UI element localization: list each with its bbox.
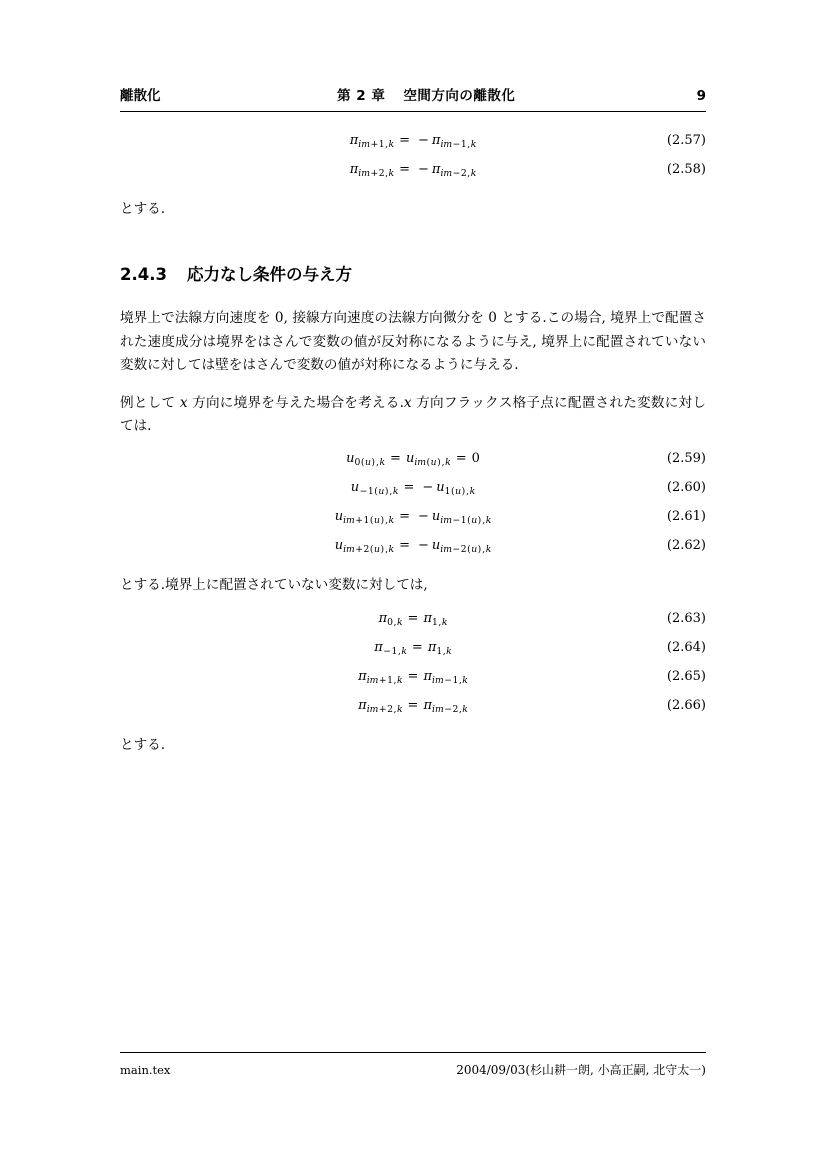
equation-group-u [120, 444, 706, 560]
equation-number: (2.65) [666, 668, 706, 684]
equation-2-61 [120, 502, 706, 531]
equation-2-61-body: $u_{im+1(u),k}$ = − $u_{im-1(u),k}$ [334, 509, 492, 527]
equation-number: (2.57) [666, 133, 706, 148]
equation-number: (2.64) [666, 639, 706, 655]
equation-2-60 [120, 473, 706, 502]
equation-number: (2.63) [666, 610, 706, 626]
paragraph-2 [120, 392, 706, 439]
footer-filename: main.tex [120, 1063, 171, 1077]
paragraph-tosuru-2: とする. [120, 736, 166, 753]
equation-group-pi [120, 604, 706, 720]
section-heading [120, 261, 706, 285]
equation-2-64-body: $\pi_{-1,k} = \pi_{1,k}$ [374, 639, 452, 657]
equation-number: (2.66) [666, 697, 706, 713]
equation-number: (2.58) [666, 162, 706, 177]
equation-2-63-body: $\pi_{0,k} = \pi_{1,k}$ [378, 610, 448, 628]
equation-number: (2.59) [666, 451, 706, 467]
equation-2-60-body: $u_{-1(u),k}$ = − $u_{1(u),k}$ [350, 480, 476, 498]
equation-number: (2.60) [666, 480, 706, 496]
running-header-left: 離散化 [120, 88, 161, 104]
equation-number: (2.62) [666, 538, 706, 554]
equation-2-58 [120, 155, 706, 184]
running-header-chapter-title: 空間方向の離散化 [403, 88, 516, 104]
running-header [120, 84, 706, 112]
paragraph-1: 境界上で法線方向速度を 0, 接線方向速度の法線方向微分を 0 とする.この場合, 境界上で配置された速度成分は境界をはさんで変数の値が反対称になるように与え, 境界上に配置されていない変数に対しては壁をはさんで変数の値が対称になるように与える. [120, 310, 706, 374]
running-header-chapter: 第 2 章 [337, 88, 386, 104]
paragraph-2-variable: x [179, 394, 188, 411]
equation-2-65-body: $\pi_{im+1,k} = \pi_{im-1,k}$ [358, 668, 468, 686]
running-header-center [161, 84, 693, 104]
equation-2-58-body: $\pi_{im+2,k}$ = − $\pi_{im-2,k}$ [349, 162, 477, 179]
paragraph-3: とする.境界上に配置されていない変数に対しては, [120, 577, 428, 594]
page-content [120, 84, 706, 757]
equation-2-59-body: $u_{0(u),k} = u_{im(u),k} = 0$ [346, 451, 480, 469]
equation-2-64 [120, 633, 706, 662]
footer-date-authors: 2004/09/03(杉山耕一朗, 小高正嗣, 北守太一) [456, 1063, 706, 1077]
section-title: 応力なし条件の与え方 [186, 265, 352, 285]
equation-group-top [120, 126, 706, 184]
paragraph-2-variable-2: x [403, 394, 412, 411]
equation-2-57 [120, 126, 706, 155]
equation-2-63 [120, 604, 706, 633]
paragraph-tosuru-1: とする. [120, 201, 166, 217]
equation-2-57-body: $\pi_{im+1,k}$ = − $\pi_{im-1,k}$ [349, 133, 477, 150]
equation-2-59 [120, 444, 706, 473]
equation-2-66 [120, 691, 706, 720]
section-number: 2.4.3 [120, 265, 167, 285]
equation-2-62 [120, 531, 706, 560]
paragraph-2-mid: 方向に境界を与えた場合を考える. [187, 394, 404, 411]
equation-number: (2.61) [666, 509, 706, 525]
equation-2-65 [120, 662, 706, 691]
equation-2-66-body: $\pi_{im+2,k} = \pi_{im-2,k}$ [358, 697, 468, 715]
paragraph-2-pre: 例として [120, 394, 180, 411]
page-footer [120, 1052, 706, 1078]
equation-2-62-body: $u_{im+2(u),k}$ = − $u_{im-2(u),k}$ [334, 538, 492, 556]
paragraph-2-post: 方向フラックス格子点に配置された変数に対しては. [120, 394, 706, 434]
page-number: 9 [696, 88, 706, 104]
